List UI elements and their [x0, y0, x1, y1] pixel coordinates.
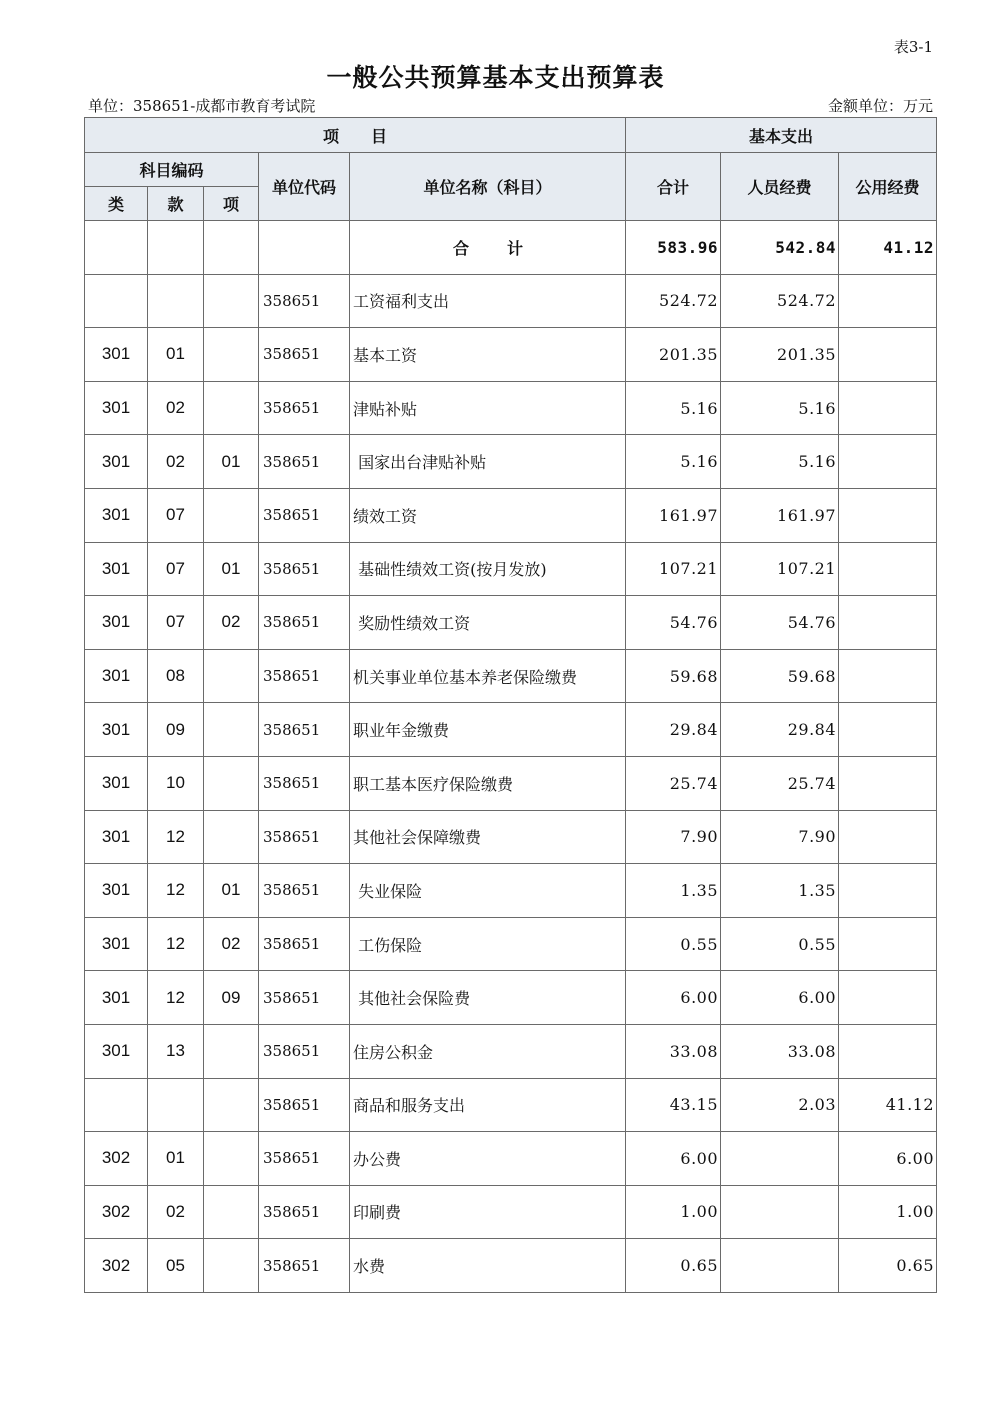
- budget-table: [84, 117, 937, 1293]
- cell-unit-code: 358651: [259, 542, 350, 596]
- cell-unit-code: 358651: [259, 435, 350, 489]
- table-row: [85, 596, 937, 650]
- cell-public: [839, 328, 937, 382]
- cell-lei: 302: [85, 1185, 148, 1239]
- cell-unit-code: 358651: [259, 488, 350, 542]
- cell-lei: 301: [85, 971, 148, 1025]
- cell-unit-code: 358651: [259, 810, 350, 864]
- cell-public: [839, 810, 937, 864]
- cell-kuan: 12: [148, 971, 204, 1025]
- cell-lei: 301: [85, 488, 148, 542]
- cell-personnel: 33.08: [721, 1024, 839, 1078]
- cell-public: [839, 649, 937, 703]
- cell-unit-name: 办公费: [350, 1132, 626, 1186]
- cell-public: [839, 274, 937, 328]
- table-row: [85, 274, 937, 328]
- cell-kuan: 07: [148, 596, 204, 650]
- cell-total: 0.65: [626, 1239, 721, 1293]
- cell-xiang: [204, 381, 259, 435]
- header-unit-code: 单位代码: [259, 153, 350, 221]
- cell-lei: [85, 1078, 148, 1132]
- cell-total: 33.08: [626, 1024, 721, 1078]
- table-row: [85, 810, 937, 864]
- cell-personnel: 7.90: [721, 810, 839, 864]
- cell-total: 6.00: [626, 1132, 721, 1186]
- cell-kuan: 12: [148, 864, 204, 918]
- header-basic-expense: 基本支出: [626, 118, 937, 153]
- cell-lei: 301: [85, 917, 148, 971]
- table-row: [85, 917, 937, 971]
- cell-personnel: 161.97: [721, 488, 839, 542]
- cell-unit-code: 358651: [259, 328, 350, 382]
- cell-unit-name: 失业保险: [350, 864, 626, 918]
- cell-lei: 301: [85, 381, 148, 435]
- cell-unit-code: 358651: [259, 649, 350, 703]
- header-total: 合计: [626, 153, 721, 221]
- cell-public: [839, 971, 937, 1025]
- cell-personnel: 0.55: [721, 917, 839, 971]
- cell-xiang: 09: [204, 971, 259, 1025]
- cell-unit-code: 358651: [259, 1185, 350, 1239]
- cell-lei: 301: [85, 596, 148, 650]
- table-row: [85, 1078, 937, 1132]
- table-row: [85, 971, 937, 1025]
- cell-unit-code: 358651: [259, 864, 350, 918]
- cell-lei: 302: [85, 1239, 148, 1293]
- table-row: [85, 756, 937, 810]
- table-row: [85, 381, 937, 435]
- cell-unit-code: 358651: [259, 917, 350, 971]
- cell-xiang: [204, 649, 259, 703]
- cell-personnel: 25.74: [721, 756, 839, 810]
- cell-personnel: 29.84: [721, 703, 839, 757]
- cell-public: 0.65: [839, 1239, 937, 1293]
- header-kuan: 款: [148, 187, 204, 221]
- cell-personnel: 107.21: [721, 542, 839, 596]
- cell-total: 29.84: [626, 703, 721, 757]
- header-xiang: 项: [204, 187, 259, 221]
- header-subject-code: 科目编码: [85, 153, 259, 187]
- header-unit-name: 单位名称（科目）: [350, 153, 626, 221]
- table-row: [85, 435, 937, 489]
- cell-kuan: [148, 221, 204, 275]
- cell-personnel: 59.68: [721, 649, 839, 703]
- cell-public: 1.00: [839, 1185, 937, 1239]
- cell-xiang: 02: [204, 596, 259, 650]
- cell-unit-name: 职业年金缴费: [350, 703, 626, 757]
- cell-unit-name: 住房公积金: [350, 1024, 626, 1078]
- total-personnel: 542.84: [721, 221, 839, 275]
- cell-total: 6.00: [626, 971, 721, 1025]
- cell-lei: 302: [85, 1132, 148, 1186]
- cell-unit-code: 358651: [259, 756, 350, 810]
- cell-total: 43.15: [626, 1078, 721, 1132]
- cell-unit-name: 商品和服务支出: [350, 1078, 626, 1132]
- cell-public: [839, 864, 937, 918]
- table-row: [85, 542, 937, 596]
- cell-kuan: 02: [148, 1185, 204, 1239]
- cell-public: [839, 703, 937, 757]
- cell-unit-name: 机关事业单位基本养老保险缴费: [350, 649, 626, 703]
- cell-xiang: 01: [204, 435, 259, 489]
- cell-personnel: 54.76: [721, 596, 839, 650]
- cell-public: [839, 596, 937, 650]
- cell-unit-code: 358651: [259, 1024, 350, 1078]
- cell-unit-code: 358651: [259, 971, 350, 1025]
- total-row: [85, 221, 937, 275]
- cell-unit-code: 358651: [259, 596, 350, 650]
- cell-unit-name: 奖励性绩效工资: [350, 596, 626, 650]
- table-row: [85, 1132, 937, 1186]
- header-lei: 类: [85, 187, 148, 221]
- cell-total: 5.16: [626, 381, 721, 435]
- cell-lei: 301: [85, 649, 148, 703]
- cell-personnel: 6.00: [721, 971, 839, 1025]
- cell-total: 524.72: [626, 274, 721, 328]
- cell-kuan: 02: [148, 435, 204, 489]
- cell-kuan: 13: [148, 1024, 204, 1078]
- cell-xiang: [204, 488, 259, 542]
- cell-public: 6.00: [839, 1132, 937, 1186]
- table-row: [85, 864, 937, 918]
- cell-kuan: 05: [148, 1239, 204, 1293]
- header-project: 项 目: [85, 118, 626, 153]
- cell-total: 7.90: [626, 810, 721, 864]
- cell-xiang: [204, 756, 259, 810]
- cell-public: [839, 1024, 937, 1078]
- cell-unit-code: 358651: [259, 381, 350, 435]
- cell-public: [839, 381, 937, 435]
- cell-kuan: 02: [148, 381, 204, 435]
- cell-unit-name: 工资福利支出: [350, 274, 626, 328]
- cell-unit-code: 358651: [259, 1132, 350, 1186]
- cell-lei: 301: [85, 864, 148, 918]
- table-row: [85, 649, 937, 703]
- table-row: [85, 1024, 937, 1078]
- cell-unit-name: 水费: [350, 1239, 626, 1293]
- cell-lei: [85, 274, 148, 328]
- cell-personnel: [721, 1185, 839, 1239]
- total-label: 合 计: [350, 221, 626, 275]
- cell-personnel: 1.35: [721, 864, 839, 918]
- cell-unit-name: 工伤保险: [350, 917, 626, 971]
- cell-personnel: 2.03: [721, 1078, 839, 1132]
- cell-lei: 301: [85, 703, 148, 757]
- cell-unit-name: 基础性绩效工资(按月发放): [350, 542, 626, 596]
- cell-xiang: [204, 1239, 259, 1293]
- cell-total: 54.76: [626, 596, 721, 650]
- cell-personnel: [721, 1132, 839, 1186]
- cell-unit-name: 基本工资: [350, 328, 626, 382]
- table-row: [85, 1239, 937, 1293]
- cell-personnel: [721, 1239, 839, 1293]
- table-row: [85, 328, 937, 382]
- cell-kuan: 12: [148, 917, 204, 971]
- money-unit-label: 金额单位：万元: [827, 97, 933, 115]
- table-row: [85, 703, 937, 757]
- cell-total: 161.97: [626, 488, 721, 542]
- cell-unit-name: 其他社会保障缴费: [350, 810, 626, 864]
- cell-lei: 301: [85, 542, 148, 596]
- cell-personnel: 201.35: [721, 328, 839, 382]
- cell-public: [839, 917, 937, 971]
- cell-kuan: 08: [148, 649, 204, 703]
- cell-personnel: 5.16: [721, 381, 839, 435]
- cell-public: [839, 756, 937, 810]
- cell-unit-name: 津贴补贴: [350, 381, 626, 435]
- cell-total: 201.35: [626, 328, 721, 382]
- cell-unit-code: 358651: [259, 1239, 350, 1293]
- cell-lei: 301: [85, 1024, 148, 1078]
- cell-xiang: [204, 1132, 259, 1186]
- page-title: 一般公共预算基本支出预算表: [326, 63, 665, 92]
- cell-total: 1.00: [626, 1185, 721, 1239]
- cell-xiang: 01: [204, 542, 259, 596]
- cell-kuan: [148, 274, 204, 328]
- cell-lei: 301: [85, 756, 148, 810]
- cell-unit-code: 358651: [259, 1078, 350, 1132]
- cell-public: [839, 488, 937, 542]
- cell-kuan: 12: [148, 810, 204, 864]
- cell-unit-code: 358651: [259, 703, 350, 757]
- cell-lei: 301: [85, 810, 148, 864]
- total-public: 41.12: [839, 221, 937, 275]
- cell-total: 59.68: [626, 649, 721, 703]
- cell-unit-name: 绩效工资: [350, 488, 626, 542]
- cell-kuan: 10: [148, 756, 204, 810]
- cell-xiang: [204, 1078, 259, 1132]
- cell-total: 1.35: [626, 864, 721, 918]
- cell-public: 41.12: [839, 1078, 937, 1132]
- cell-unit-name: 其他社会保险费: [350, 971, 626, 1025]
- cell-total: 25.74: [626, 756, 721, 810]
- cell-unit-name: 国家出台津贴补贴: [350, 435, 626, 489]
- cell-kuan: 01: [148, 328, 204, 382]
- table-number: 表3-1: [893, 38, 933, 56]
- cell-total: 5.16: [626, 435, 721, 489]
- cell-total: 0.55: [626, 917, 721, 971]
- cell-kuan: 07: [148, 488, 204, 542]
- header-personnel: 人员经费: [721, 153, 839, 221]
- cell-personnel: 524.72: [721, 274, 839, 328]
- cell-xiang: [204, 1024, 259, 1078]
- cell-unit-code: 358651: [259, 274, 350, 328]
- cell-total: 107.21: [626, 542, 721, 596]
- cell-public: [839, 542, 937, 596]
- cell-xiang: [204, 1185, 259, 1239]
- cell-unit-name: 印刷费: [350, 1185, 626, 1239]
- cell-xiang: 01: [204, 864, 259, 918]
- table-row: [85, 1185, 937, 1239]
- cell-xiang: [204, 810, 259, 864]
- cell-lei: 301: [85, 328, 148, 382]
- cell-xiang: [204, 221, 259, 275]
- cell-personnel: 5.16: [721, 435, 839, 489]
- cell-lei: [85, 221, 148, 275]
- cell-kuan: 09: [148, 703, 204, 757]
- cell-unit-code: [259, 221, 350, 275]
- cell-xiang: [204, 703, 259, 757]
- cell-kuan: [148, 1078, 204, 1132]
- table-row: [85, 488, 937, 542]
- total-sum: 583.96: [626, 221, 721, 275]
- header-public: 公用经费: [839, 153, 937, 221]
- cell-xiang: [204, 328, 259, 382]
- cell-lei: 301: [85, 435, 148, 489]
- cell-kuan: 07: [148, 542, 204, 596]
- cell-kuan: 01: [148, 1132, 204, 1186]
- cell-unit-name: 职工基本医疗保险缴费: [350, 756, 626, 810]
- cell-public: [839, 435, 937, 489]
- unit-label: 单位：358651-成都市教育考试院: [88, 97, 316, 115]
- cell-xiang: 02: [204, 917, 259, 971]
- cell-xiang: [204, 274, 259, 328]
